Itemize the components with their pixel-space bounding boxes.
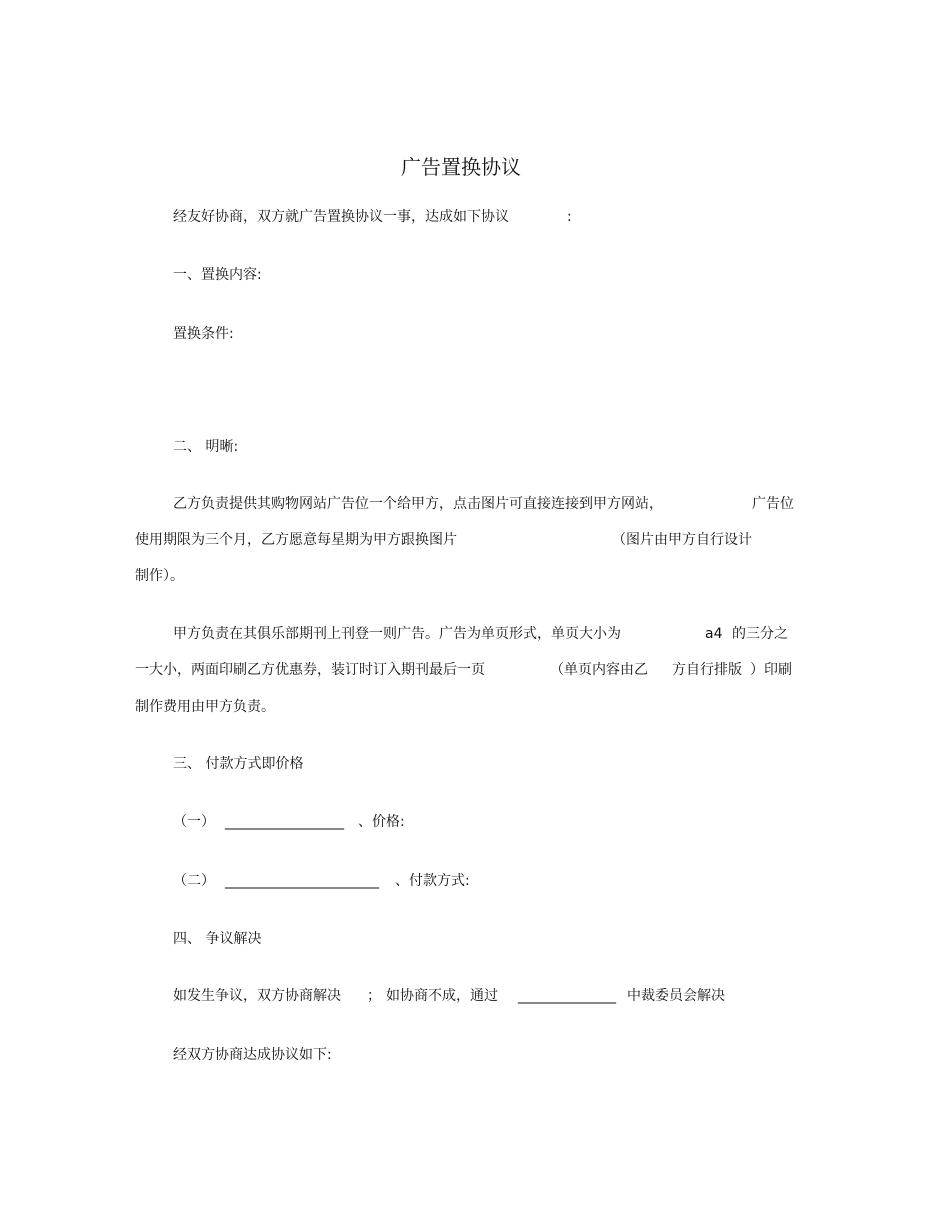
para1-line1-end: 广告位 xyxy=(752,496,794,512)
para2-line1-end: 的三分之 xyxy=(732,626,788,642)
para2-line2-paren: （单页内容由乙 xyxy=(550,662,648,678)
dispute-part2: ； xyxy=(367,988,381,1004)
section1-heading: 一、置换内容: xyxy=(173,267,262,283)
para1-line1: 乙方负责提供其购物网站广告位一个给甲方，点击图片可直接连接到甲方网站， xyxy=(173,496,663,512)
para2-line3: 制作费用由甲方负责。 xyxy=(135,699,275,715)
para1-line2: 使用期限为三个月，乙方愿意每星期为甲方跟换图片 xyxy=(135,532,457,548)
dispute-blank: ______________ xyxy=(518,988,616,1004)
payment-item1-blank: _________________ xyxy=(225,814,344,830)
closing-line: 经双方协商达成协议如下: xyxy=(173,1047,332,1063)
payment-item1-suffix: 、价格: xyxy=(358,814,405,830)
intro-colon: : xyxy=(567,209,572,225)
section1-conditions-label: 置换条件: xyxy=(173,326,234,342)
section3-heading: 三、 付款方式即价格 xyxy=(173,756,304,772)
section4-heading: 四、 争议解决 xyxy=(173,931,262,947)
para2-line1-a4: a4 xyxy=(705,626,723,642)
dispute-part3: 如协商不成，通过 xyxy=(386,988,498,1004)
para2-line2: 一大小，两面印刷乙方优惠券，装订时订入期刊最后一页 xyxy=(135,662,485,678)
para2-line2-end: ）印刷 xyxy=(750,662,792,678)
para1-line2-end: （图片由甲方自行设计 xyxy=(612,532,752,548)
section2-heading: 二、 明晰: xyxy=(173,439,239,455)
intro-text: 经友好协商，双方就广告置换协议一事，达成如下协议 xyxy=(173,209,509,225)
dispute-part4: 中裁委员会解决 xyxy=(627,988,725,1004)
payment-item2-suffix: 、付款方式: xyxy=(395,873,470,889)
para2-line2-paren2: 方自行排版 xyxy=(672,662,742,678)
para1-line3: 制作）。 xyxy=(135,568,184,584)
para2-line1: 甲方负责在其俱乐部期刊上刊登一则广告。广告为单页形式，单页大小为 xyxy=(173,626,621,642)
payment-item2-blank: ______________________ xyxy=(225,873,379,889)
dispute-part1: 如发生争议，双方协商解决 xyxy=(173,988,341,1004)
payment-item2-label: （二） xyxy=(173,873,215,889)
document-title: 广告置换协议 xyxy=(401,155,521,179)
payment-item1-label: （一） xyxy=(173,814,215,830)
